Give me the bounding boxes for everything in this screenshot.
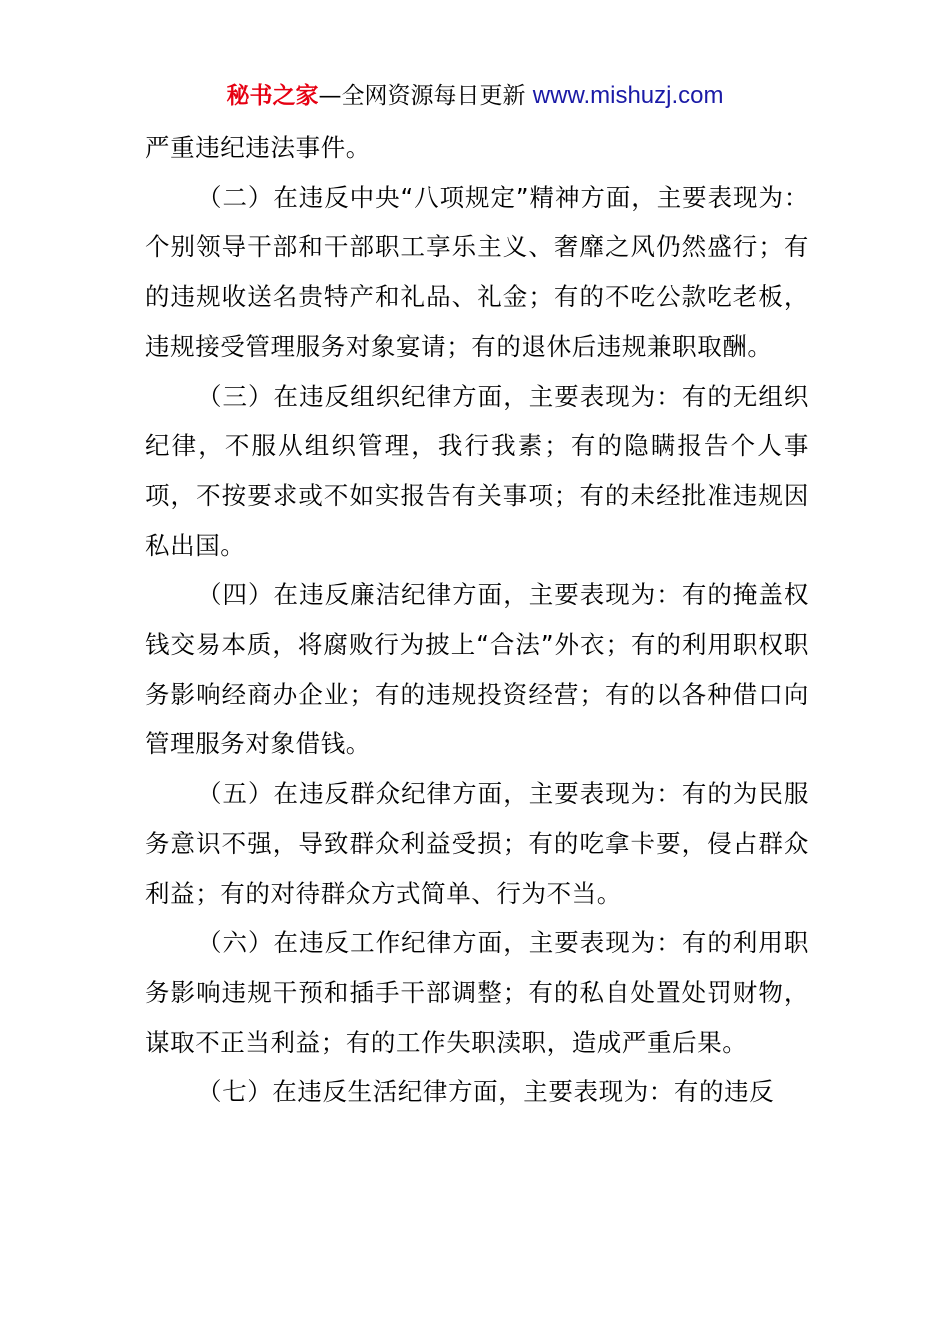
document-body bbox=[145, 123, 809, 1117]
header-tagline: —全网资源每日更新 bbox=[318, 83, 533, 109]
paragraph-section-5: （五）在违反群众纪律方面，主要表现为：有的为民服务意识不强，导致群众利益受损；有的吃拿卡要，侵占群众利益；有的对待群众方式简单、行为不当。 bbox=[145, 779, 809, 908]
paragraph-section-3: （三）在违反组织纪律方面，主要表现为：有的无组织纪律，不服从组织管理，我行我素；有的隐瞒报告个人事项，不按要求或不如实报告有关事项；有的未经批准违规因私出国。 bbox=[145, 381, 809, 560]
paragraph-section-7: （七）在违反生活纪律方面，主要表现为：有的违反 bbox=[197, 1077, 775, 1107]
paragraph-continued: 严重违纪违法事件。 bbox=[145, 133, 371, 162]
paragraph-section-2: （二）在违反中央“八项规定”精神方面，主要表现为：个别领导干部和干部职工享乐主义、奢靡之风仍然盛行；有的违规收送名贵特产和礼品、礼金；有的不吃公款吃老板，违规接受管理服务对象宴请；有的退休后违规兼职取酬。 bbox=[145, 182, 809, 361]
paragraph-section-4: （四）在违反廉洁纪律方面，主要表现为：有的掩盖权钱交易本质，将腐败行为披上“合法”外衣；有的利用职权职务影响经商办企业；有的违规投资经营；有的以各种借口向管理服务对象借钱。 bbox=[145, 580, 809, 759]
site-url[interactable]: www.mishuzj.com bbox=[532, 82, 724, 109]
page-header bbox=[0, 80, 950, 112]
brand-name: 秘书之家 bbox=[226, 83, 319, 109]
paragraph-section-6: （六）在违反工作纪律方面，主要表现为：有的利用职务影响违规干预和插手干部调整；有的私自处置处罚财物，谋取不正当利益；有的工作失职渎职，造成严重后果。 bbox=[145, 928, 809, 1057]
